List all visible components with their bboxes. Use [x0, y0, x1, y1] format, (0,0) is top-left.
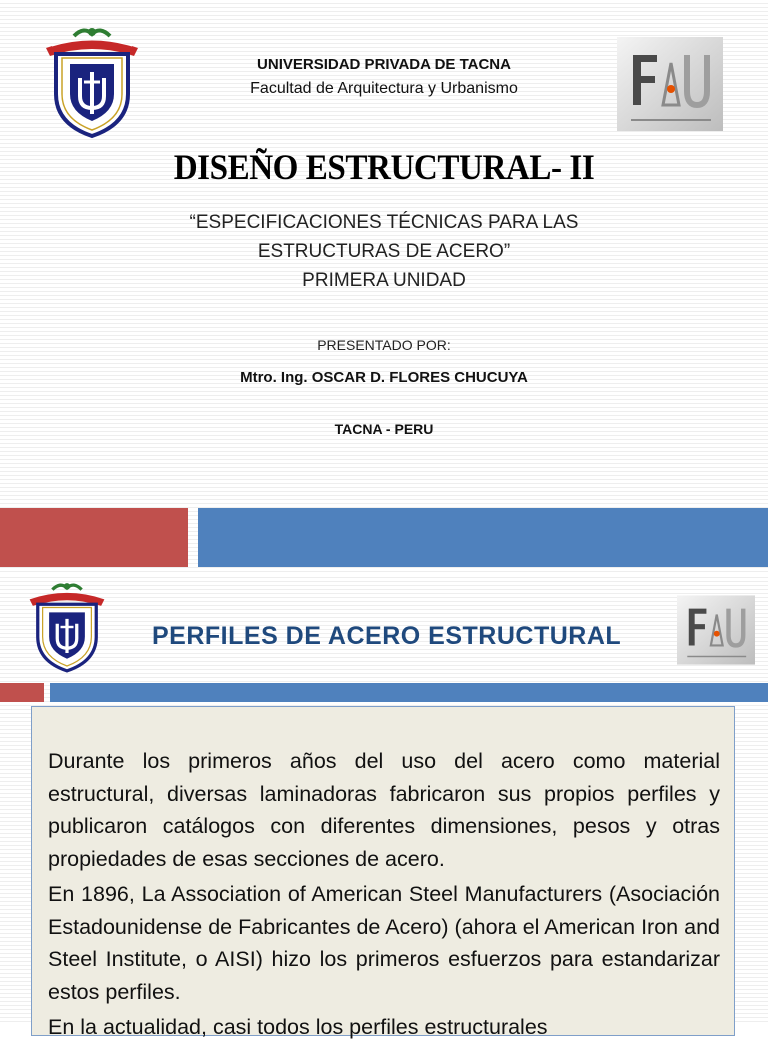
content-slide [0, 574, 768, 1039]
subtitle-line-3: PRIMERA UNIDAD [302, 270, 466, 291]
university-seal-logo [28, 578, 106, 676]
faculty-name: Facultad de Arquitectura y Urbanismo [250, 80, 518, 97]
presented-by-label: PRESENTADO POR: [317, 337, 451, 353]
paragraph-2: En 1896, La Association of American Steel Manufacturers (Asociación Estadounidense de Fabricantes de Acero) (ahora el American Iron and Steel Institute, o AISI) hizo los primeros esfuerzos para estandarizar estos perfiles. [48, 882, 720, 1004]
decorative-red-bar [0, 508, 188, 567]
content-text-box [31, 706, 735, 1039]
course-title: DISEÑO ESTRUCTURAL- II [173, 147, 595, 187]
paragraph-3: En la actualidad, casi todos los perfiles estructurales [48, 1015, 548, 1039]
subtitle-line-2: ESTRUCTURAS DE ACERO” [257, 241, 511, 262]
decorative-red-bar [0, 683, 44, 702]
location: TACNA - PERU [334, 421, 434, 437]
decorative-blue-bar [198, 508, 768, 567]
paragraph-1: Durante los primeros años del uso del acero como material estructural, diversas laminadoras fabricaron sus propios perfiles y publicaron catálogos con diferentes dimensiones, pesos y otras propiedades de esas secciones de acero. [48, 749, 720, 871]
presenter-name: Mtro. Ing. OSCAR D. FLORES CHUCUYA [240, 369, 528, 386]
slide-title: PERFILES DE ACERO ESTRUCTURAL [152, 622, 622, 650]
decorative-blue-bar [50, 683, 768, 702]
fau-faculty-logo [677, 595, 755, 665]
subtitle-line-1: “ESPECIFICACIONES TÉCNICAS PARA LAS [189, 212, 579, 233]
university-name: UNIVERSIDAD PRIVADA DE TACNA [257, 56, 511, 73]
